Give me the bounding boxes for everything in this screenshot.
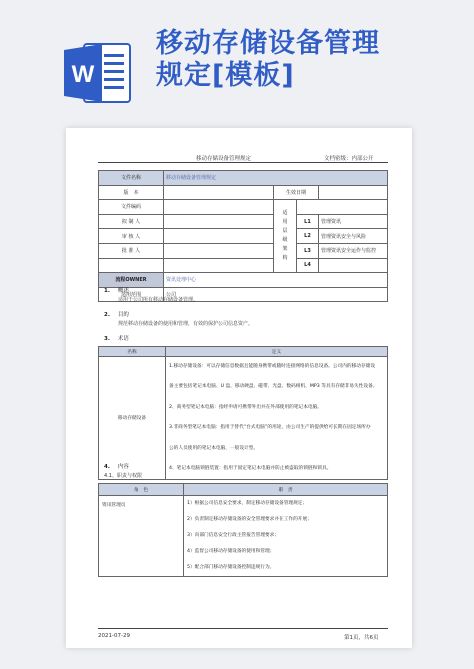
section-3-heading: 3. 术语 xyxy=(104,336,129,342)
def-line: 1.移动存储设备：可以存储信息数据且能随身携带或随时连接网络的信息设备。公司内的移动存储设 xyxy=(169,364,376,369)
doc-number-label: 文件编码 xyxy=(99,200,164,215)
def-line: 备主要包括笔记本电脑、U 盘、移动硬盘、磁带、光盘、数码相机、MP3 等具有存储非易失性设备。 xyxy=(169,384,378,390)
section-4-1-heading: 4.1、职责与权限 xyxy=(104,473,142,479)
blank-label xyxy=(99,258,164,273)
def-body xyxy=(166,357,388,480)
def-line: 公的人员使用的笔记本电脑，一般设计型。 xyxy=(169,445,259,451)
responsibility-table xyxy=(98,483,388,577)
approver-label: 批 准 人 xyxy=(99,243,164,258)
banner xyxy=(0,0,474,110)
footer-rule xyxy=(98,628,388,629)
level-code: L4 xyxy=(297,258,319,273)
level-desc: 管理资讯 xyxy=(319,214,388,229)
reviewer-label: 审 核 人 xyxy=(99,229,164,244)
section-1-heading: 1. 概述 xyxy=(104,288,129,294)
applicable-level-label: 适 用 层 级 架 构 xyxy=(274,200,297,273)
section-4-heading: 4. 内容 xyxy=(104,464,129,470)
role-name: 资讯管理员 xyxy=(99,496,184,577)
role-col-role: 角 色 xyxy=(99,484,184,496)
level-desc: 管理资讯安全与风险 xyxy=(319,229,388,244)
version-label: 版 本 xyxy=(99,185,164,200)
scope-value: 公司 xyxy=(164,287,388,302)
reviewer-value xyxy=(164,229,274,244)
effective-date-label: 生效日期 xyxy=(274,185,319,200)
def-line: 2、商务型笔记本电脑：指经申请可携带外出并在外部使用的笔记本电脑。 xyxy=(169,404,322,410)
duty-line: 5）配合部门移动存储设备控制违规行为。 xyxy=(187,565,275,570)
footer-page-number: 第1页，共6页 xyxy=(344,635,379,641)
svg-text:W: W xyxy=(71,61,95,88)
blank-value xyxy=(164,258,274,273)
drafter-label: 拟 制 人 xyxy=(99,214,164,229)
level-spacer xyxy=(297,200,388,215)
duty-line: 2）负责制定移动存储设备的安全管理要求并在工作的开展； xyxy=(187,517,312,522)
def-term: 移动存储设备 xyxy=(99,357,166,480)
section-1-text: 适用于公司所有移动存储设备管理。 xyxy=(118,297,199,303)
owner-label: 流程OWNER xyxy=(99,273,164,288)
doc-number-value xyxy=(164,200,274,215)
file-name-value: 移动存储设备管理规定 xyxy=(164,171,388,186)
def-col-definition: 定义 xyxy=(166,347,388,357)
level-desc: 管理资讯安全运作与监控 xyxy=(319,243,388,258)
title-line-1: 移动存储设备管理 xyxy=(156,28,380,59)
duty-line: 3）向部门信息安全行政主管报告管理要求； xyxy=(187,533,280,538)
title-line-2: 规定[模板] xyxy=(156,60,295,91)
owner-value: 资讯处理中心 xyxy=(164,273,388,288)
def-col-name: 名称 xyxy=(99,347,166,357)
effective-date-value xyxy=(319,185,388,200)
section-2-heading: 2. 目的 xyxy=(104,312,129,318)
approver-value xyxy=(164,243,274,258)
role-duties xyxy=(184,496,388,577)
document-page xyxy=(66,128,412,648)
duty-line: 4）监督公司移动存储设备的使用和管理； xyxy=(187,549,275,554)
section-2-text: 规范移动存储设备的使用和管理，有效的保护公司信息资产。 xyxy=(118,321,254,327)
level-code: L1 xyxy=(297,214,319,229)
duty-line: 1）根据公司信息安全要求，制定移动存储设备管理规定； xyxy=(187,501,308,506)
version-value xyxy=(164,185,274,200)
def-line: 4、笔记本电脑锁链装置：指用于固定笔记本电脑并防止被盗取的锁链和锁具。 xyxy=(169,465,332,471)
page-title xyxy=(156,28,456,92)
role-col-duty: 职 责 xyxy=(184,484,388,496)
drafter-value xyxy=(164,214,274,229)
file-name-label: 文件名称 xyxy=(99,171,164,186)
document-info-table xyxy=(98,170,388,302)
def-line: 3.非商务型笔记本电脑：指用于替代“台式电脑”的用途，由公司生产的提供给可长期在固定场所办 xyxy=(169,425,371,431)
definition-table xyxy=(98,346,388,480)
footer-date: 2021-07-29 xyxy=(98,633,130,639)
level-desc xyxy=(319,258,388,273)
level-code: L3 xyxy=(297,243,319,258)
running-header-title: 移动存储设备管理规定 xyxy=(196,156,252,162)
running-header-classification: 文档密级：内部公开 xyxy=(324,156,374,162)
word-doc-icon xyxy=(62,40,134,106)
header-rule xyxy=(98,162,388,163)
level-code: L2 xyxy=(297,229,319,244)
scope-label: 适用范围 xyxy=(99,287,164,302)
